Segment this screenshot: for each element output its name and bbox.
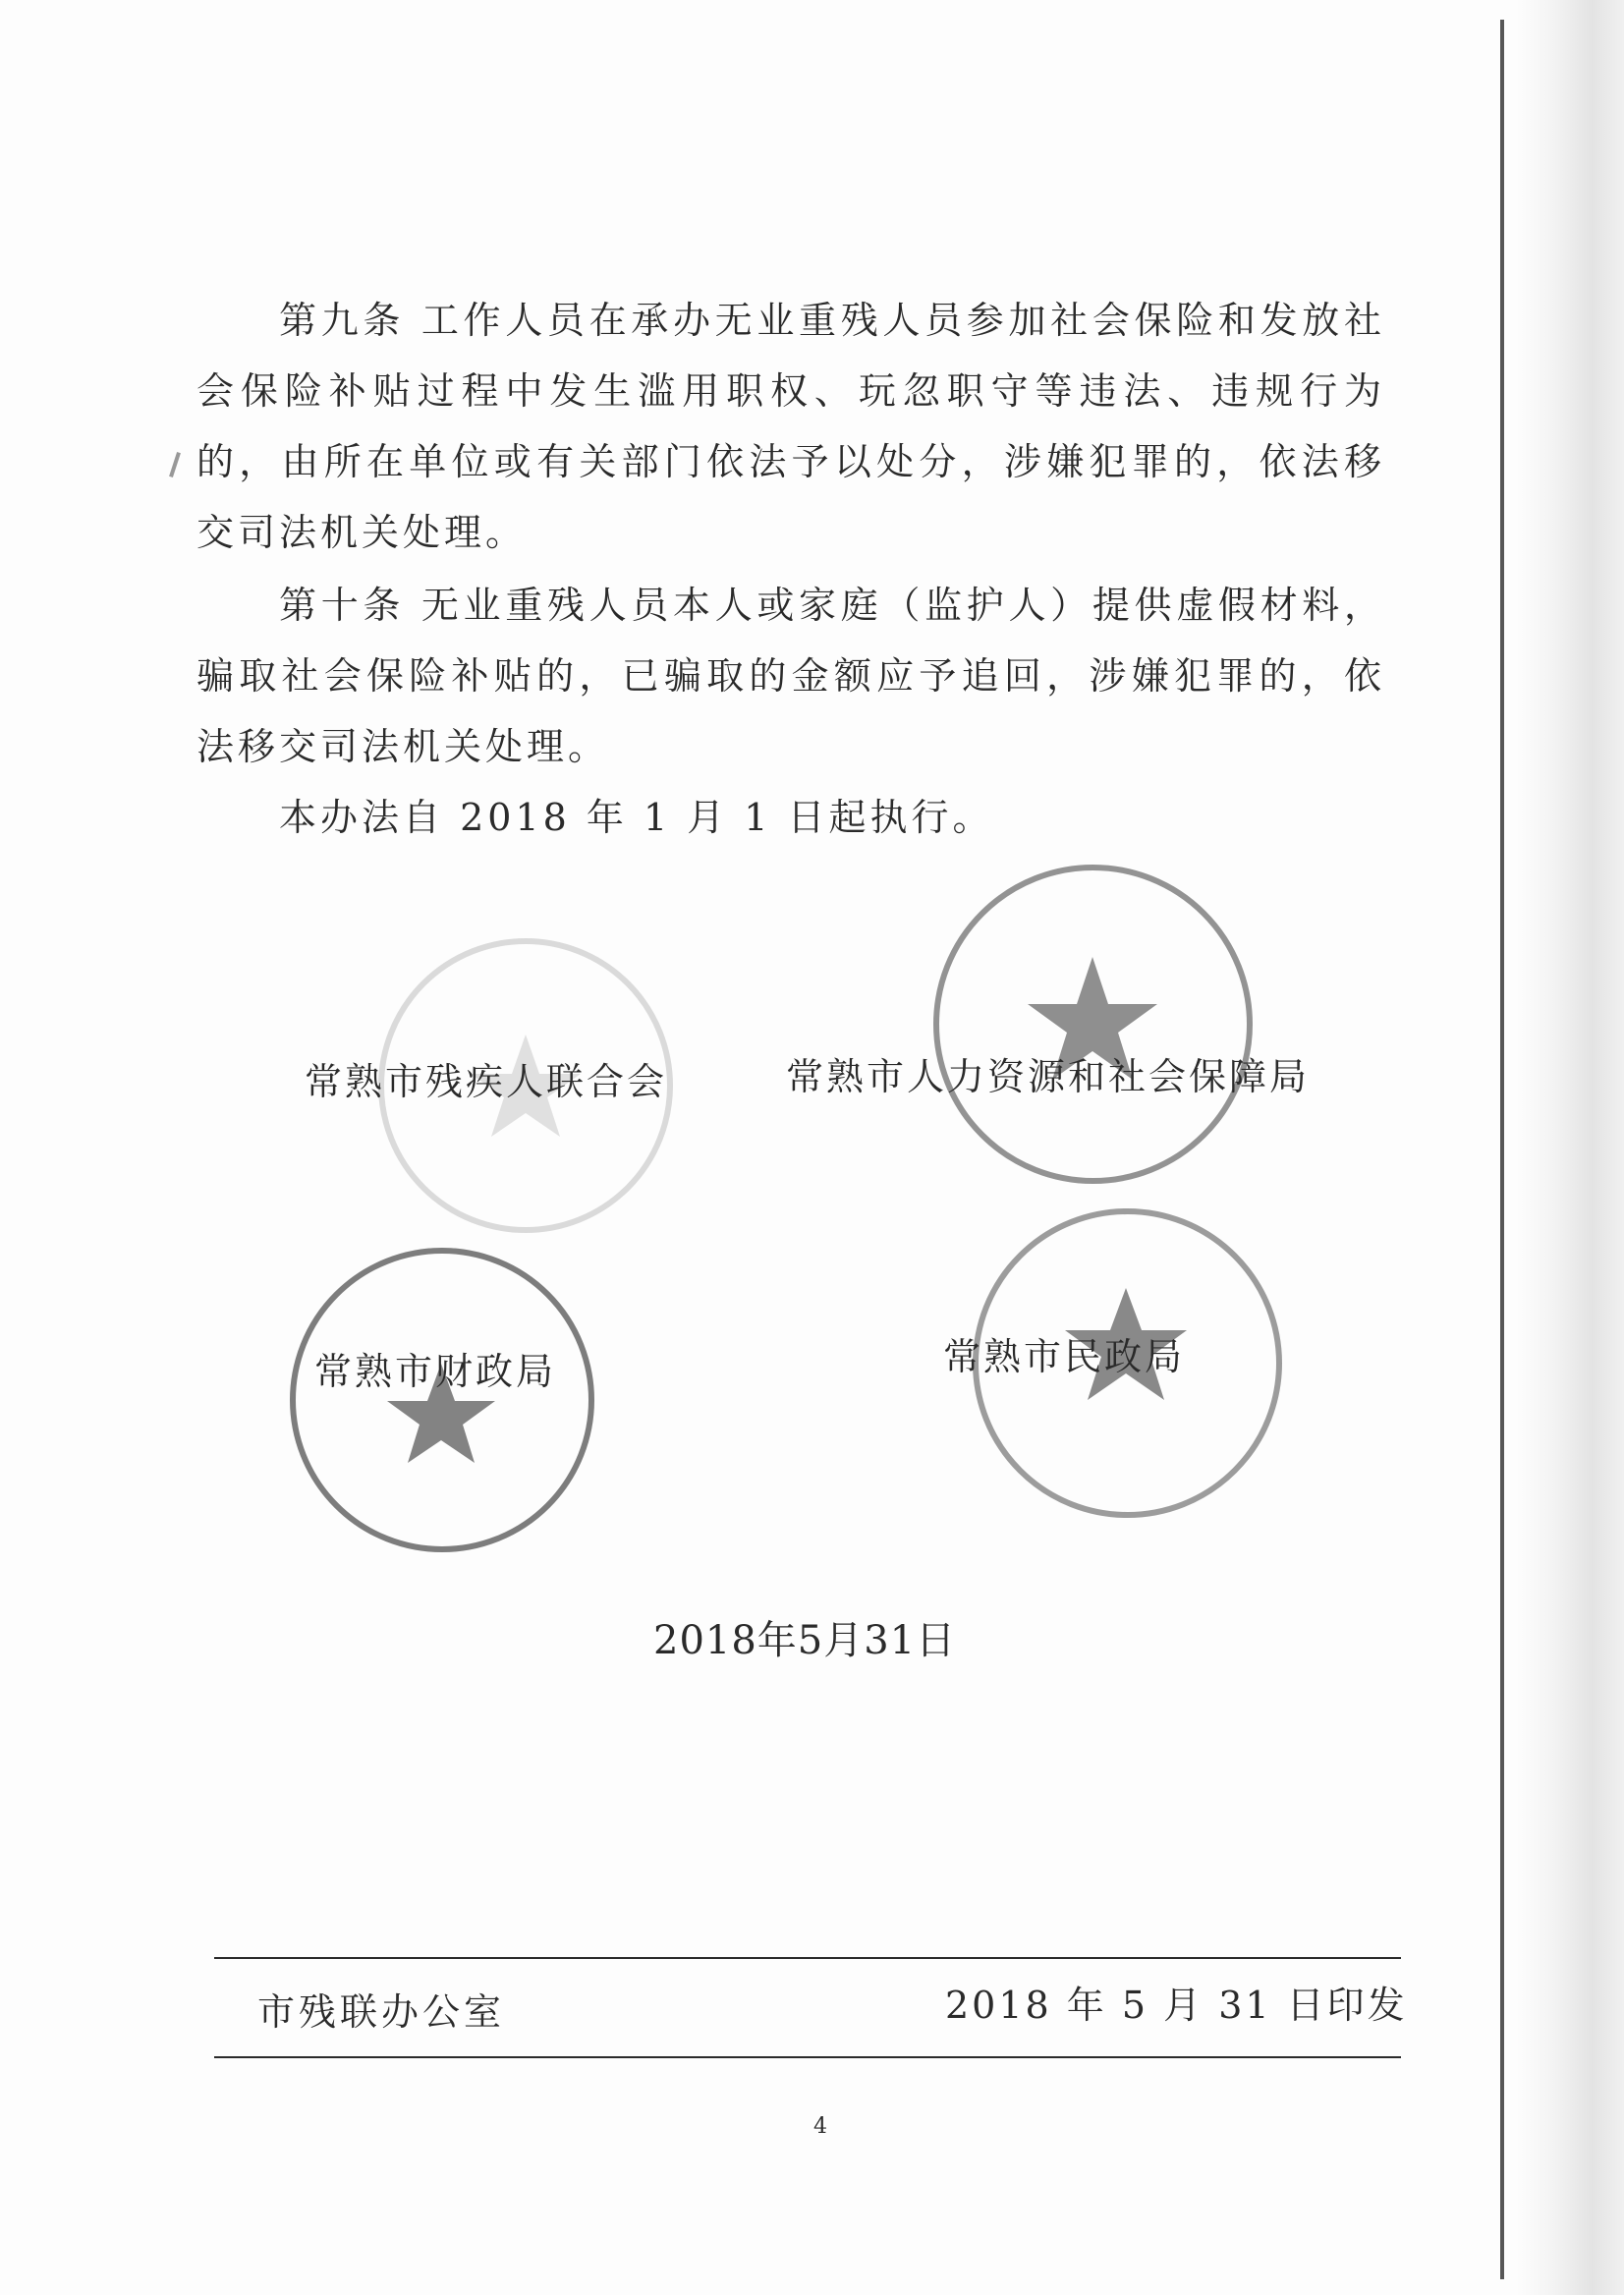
star-icon <box>939 870 1247 1178</box>
scan-edge-line <box>1500 20 1504 2279</box>
page-number: 4 <box>813 2114 827 2139</box>
footer-issue-date: 2018 年 5 月 31 日印发 <box>945 1984 1408 2027</box>
signing-date: 2018年5月31日 <box>653 1618 957 1663</box>
article-ten-paragraph: 第十条 无业重残人员本人或家庭（监护人）提供虚假材料，骗取社会保险补贴的，已骗取的金额应予追回，涉嫌犯罪的，依法移交司法机关处理。 <box>196 584 1385 768</box>
signer-cdpf: 常熟市残疾人联合会 <box>305 1060 668 1103</box>
finance-seal-stamp <box>290 1248 594 1552</box>
scan-stray-mark <box>169 452 181 477</box>
signer-finance: 常熟市财政局 <box>314 1350 557 1393</box>
footer-bottom-rule <box>214 2056 1401 2058</box>
footer-issuer: 市残联办公室 <box>257 1990 506 2034</box>
scan-edge-shadow <box>1516 0 1624 2295</box>
hrss-seal-stamp <box>933 865 1253 1184</box>
star-icon <box>296 1254 588 1546</box>
effective-date-paragraph: 本办法自 2018 年 1 月 1 日起执行。 <box>279 796 994 839</box>
article-nine-paragraph: 第九条 工作人员在承办无业重残人员参加社会保险和发放社会保险补贴过程中发生滥用职权、玩忽职守等违法、违规行为的，由所在单位或有关部门依法予以处分，涉嫌犯罪的，依法移交司法机关处理。 <box>196 299 1385 554</box>
footer-top-rule <box>214 1957 1401 1959</box>
signer-hrss: 常熟市人力资源和社会保障局 <box>786 1055 1311 1098</box>
signer-civil-affairs: 常熟市民政局 <box>943 1335 1186 1378</box>
